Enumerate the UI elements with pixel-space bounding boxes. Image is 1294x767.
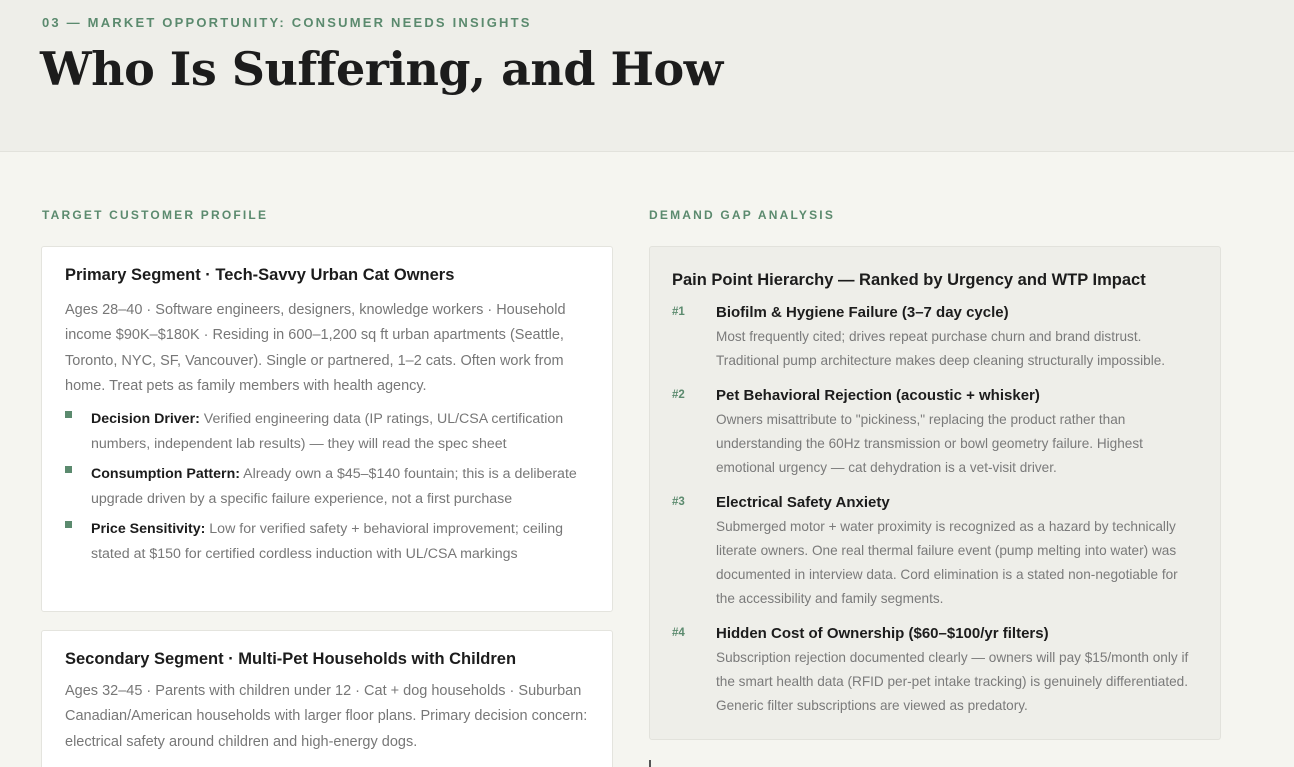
secondary-segment-title: Secondary Segment · Multi-Pet Households with Children [65,650,517,668]
secondary-segment-card [41,630,613,767]
primary-segment-description: Ages 28–40 · Software engineers, designers, knowledge workers · Household income $90K–$180K · Residing in 600–1,200 sq ft urban apartments (Seattle, Toronto, NYC, SF, Vancouver). Single or partnered, 1–2 cats. Often work from home. Treat pets as family members with health agency. [65,302,566,394]
page-header [0,0,1294,152]
pain-point-panel [649,246,1221,740]
pain-title: Pet Behavioral Rejection (acoustic + whisker) [716,387,1040,404]
bullet-text: Low for verified safety + behavioral improvement; ceiling stated at $150 for certified cordless induction with UL/CSA markings [91,521,563,562]
pain-point-item [672,494,1198,611]
pain-title: Electrical Safety Anxiety [716,494,890,511]
section-eyebrow: 03 — MARKET OPPORTUNITY: CONSUMER NEEDS INSIGHTS [42,15,532,30]
demand-section-label: DEMAND GAP ANALYSIS [649,208,836,222]
bullet-label: Decision Driver: [91,411,200,428]
bullet-price-sensitivity [65,517,590,566]
pain-rank: #3 [672,496,685,508]
pain-point-item [672,387,1198,480]
pain-rank: #1 [672,306,685,318]
primary-segment-bullets [65,407,590,566]
page-title: Who Is Suffering, and How [40,42,723,96]
pain-description: Subscription rejection documented clearly — owners will pay $15/month only if the smart health data (RFID per-pet intake tracking) is genuinely differentiated. Generic filter subscriptions are viewed as predatory. [716,650,1189,713]
pain-title: Hidden Cost of Ownership ($60–$100/yr filters) [716,625,1049,642]
pain-description: Most frequently cited; drives repeat purchase churn and brand distrust. Traditional pump architecture makes deep cleaning structurally impossible. [716,329,1166,368]
bullet-label: Price Sensitivity: [91,521,206,538]
pain-point-title: Pain Point Hierarchy — Ranked by Urgency and WTP Impact [672,271,1146,289]
pain-point-item [672,304,1198,373]
pain-point-item [672,625,1198,718]
bullet-text: Already own a $45–$140 fountain; this is a deliberate upgrade driven by a specific failure experience, not a first purchase [91,466,577,507]
profile-section-label: TARGET CUSTOMER PROFILE [42,208,269,222]
pain-rank: #4 [672,627,685,639]
primary-segment-card [41,246,613,612]
primary-segment-title: Primary Segment · Tech-Savvy Urban Cat Owners [65,266,455,284]
pain-title: Biofilm & Hygiene Failure (3–7 day cycle) [716,304,1009,321]
pain-description: Owners misattribute to "pickiness," replacing the product rather than understanding the 60Hz transmission or bowl geometry failure. Highest emotional urgency — cat dehydration is a vet-visit driver. [716,412,1143,475]
secondary-segment-description: Ages 32–45 · Parents with children under 12 · Cat + dog households · Suburban Canadian/American households with larger floor plans. Primary decision concern: electrical safety around children and high-energy dogs. [65,683,588,750]
pain-description: Submerged motor + water proximity is recognized as a hazard by technically literate owners. One real thermal failure event (pump melting into water) was documented in interview data. Cord elimination is a stated non-negotiable for the accessibility and family segments. [716,519,1178,606]
next-section-edge [649,760,651,767]
bullet-decision-driver [65,407,590,456]
bullet-label: Consumption Pattern: [91,466,240,483]
bullet-text: Verified engineering data (IP ratings, UL/CSA certification numbers, independent lab results) — they will read the spec sheet [91,411,564,452]
bullet-consumption-pattern [65,462,590,511]
pain-rank: #2 [672,389,685,401]
